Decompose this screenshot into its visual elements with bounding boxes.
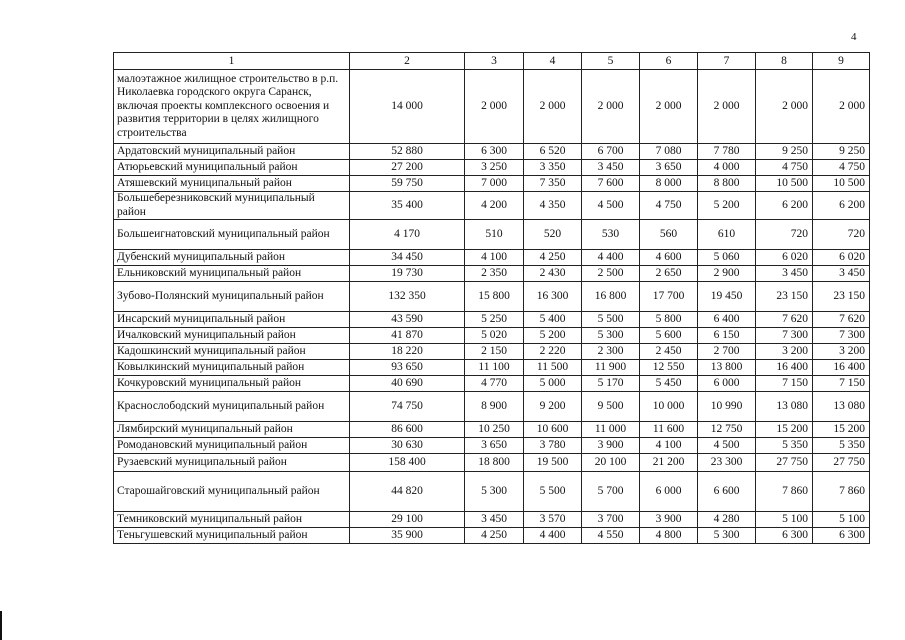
- value-cell: 6 020: [756, 250, 813, 266]
- district-name-cell: Атюрьевский муниципальный район: [114, 160, 350, 176]
- value-cell: 2 500: [582, 266, 640, 282]
- value-cell: 6 150: [698, 328, 756, 344]
- value-cell: 5 300: [465, 472, 524, 512]
- value-cell: 93 650: [350, 360, 465, 376]
- value-cell: 12 750: [698, 422, 756, 438]
- value-cell: 10 500: [756, 176, 813, 192]
- value-cell: 5 300: [698, 528, 756, 544]
- district-name-cell: Атяшевский муниципальный район: [114, 176, 350, 192]
- value-cell: 132 350: [350, 282, 465, 312]
- value-cell: 11 100: [465, 360, 524, 376]
- value-cell: 6 520: [524, 144, 582, 160]
- table-row: [114, 528, 870, 544]
- value-cell: 7 150: [756, 376, 813, 392]
- value-cell: 6 400: [698, 312, 756, 328]
- value-cell: 16 800: [582, 282, 640, 312]
- value-cell: 27 750: [813, 454, 870, 472]
- column-header: 5: [582, 53, 640, 70]
- value-cell: 4 100: [465, 250, 524, 266]
- value-cell: 30 630: [350, 438, 465, 454]
- value-cell: 5 060: [698, 250, 756, 266]
- value-cell: 3 450: [756, 266, 813, 282]
- value-cell: 4 500: [582, 192, 640, 220]
- value-cell: 6 300: [465, 144, 524, 160]
- value-cell: 4 000: [698, 160, 756, 176]
- value-cell: 2 000: [756, 70, 813, 144]
- value-cell: 16 400: [813, 360, 870, 376]
- value-cell: 6 020: [813, 250, 870, 266]
- value-cell: 6 200: [813, 192, 870, 220]
- district-name-cell: Большеигнатовский муниципальный район: [114, 220, 350, 250]
- value-cell: 5 700: [582, 472, 640, 512]
- table-row: [114, 176, 870, 192]
- value-cell: 8 900: [465, 392, 524, 422]
- district-name-cell: Рузаевский муниципальный район: [114, 454, 350, 472]
- value-cell: 11 500: [524, 360, 582, 376]
- table-row: [114, 376, 870, 392]
- value-cell: 11 900: [582, 360, 640, 376]
- value-cell: 520: [524, 220, 582, 250]
- value-cell: 29 100: [350, 512, 465, 528]
- value-cell: 52 880: [350, 144, 465, 160]
- district-name-cell: Инсарский муниципальный район: [114, 312, 350, 328]
- value-cell: 11 000: [582, 422, 640, 438]
- value-cell: 720: [813, 220, 870, 250]
- value-cell: 530: [582, 220, 640, 250]
- value-cell: 5 300: [582, 328, 640, 344]
- value-cell: 610: [698, 220, 756, 250]
- value-cell: 5 800: [640, 312, 698, 328]
- value-cell: 3 650: [465, 438, 524, 454]
- column-header: 8: [756, 53, 813, 70]
- value-cell: 7 150: [813, 376, 870, 392]
- value-cell: 3 780: [524, 438, 582, 454]
- budget-table: [113, 52, 870, 544]
- value-cell: 5 600: [640, 328, 698, 344]
- value-cell: 2 000: [813, 70, 870, 144]
- column-header: 3: [465, 53, 524, 70]
- value-cell: 4 550: [582, 528, 640, 544]
- value-cell: 13 080: [813, 392, 870, 422]
- district-name-cell: Краснослободский муниципальный район: [114, 392, 350, 422]
- value-cell: 720: [756, 220, 813, 250]
- value-cell: 3 450: [465, 512, 524, 528]
- value-cell: 15 200: [813, 422, 870, 438]
- value-cell: 23 300: [698, 454, 756, 472]
- value-cell: 20 100: [582, 454, 640, 472]
- value-cell: 7 080: [640, 144, 698, 160]
- value-cell: 18 220: [350, 344, 465, 360]
- table-row: [114, 282, 870, 312]
- table-row: [114, 266, 870, 282]
- table-row: [114, 344, 870, 360]
- table-row: [114, 70, 870, 144]
- value-cell: 5 350: [813, 438, 870, 454]
- table-row: [114, 472, 870, 512]
- value-cell: 10 250: [465, 422, 524, 438]
- value-cell: 10 600: [524, 422, 582, 438]
- district-name-cell: Ичалковский муниципальный район: [114, 328, 350, 344]
- district-name-cell: Кочкуровский муниципальный район: [114, 376, 350, 392]
- value-cell: 3 900: [640, 512, 698, 528]
- value-cell: 4 800: [640, 528, 698, 544]
- value-cell: 3 700: [582, 512, 640, 528]
- value-cell: 2 650: [640, 266, 698, 282]
- value-cell: 5 450: [640, 376, 698, 392]
- value-cell: 6 300: [756, 528, 813, 544]
- value-cell: 4 100: [640, 438, 698, 454]
- header-row: [114, 53, 870, 70]
- value-cell: 7 350: [524, 176, 582, 192]
- value-cell: 13 800: [698, 360, 756, 376]
- column-header: 9: [813, 53, 870, 70]
- value-cell: 6 600: [698, 472, 756, 512]
- value-cell: 5 200: [524, 328, 582, 344]
- value-cell: 10 000: [640, 392, 698, 422]
- value-cell: 4 400: [582, 250, 640, 266]
- value-cell: 17 700: [640, 282, 698, 312]
- value-cell: 2 000: [465, 70, 524, 144]
- value-cell: 7 300: [756, 328, 813, 344]
- table-row: [114, 422, 870, 438]
- value-cell: 16 400: [756, 360, 813, 376]
- value-cell: 3 570: [524, 512, 582, 528]
- value-cell: 7 860: [756, 472, 813, 512]
- value-cell: 19 450: [698, 282, 756, 312]
- table-row: [114, 328, 870, 344]
- table-row: [114, 392, 870, 422]
- value-cell: 6 700: [582, 144, 640, 160]
- value-cell: 8 000: [640, 176, 698, 192]
- district-name-cell: Ардатовский муниципальный район: [114, 144, 350, 160]
- value-cell: 27 200: [350, 160, 465, 176]
- value-cell: 7 000: [465, 176, 524, 192]
- column-header: 6: [640, 53, 698, 70]
- value-cell: 6 200: [756, 192, 813, 220]
- value-cell: 2 900: [698, 266, 756, 282]
- value-cell: 18 800: [465, 454, 524, 472]
- value-cell: 3 250: [465, 160, 524, 176]
- table-row: [114, 512, 870, 528]
- value-cell: 9 200: [524, 392, 582, 422]
- value-cell: 34 450: [350, 250, 465, 266]
- table-row: [114, 454, 870, 472]
- value-cell: 19 500: [524, 454, 582, 472]
- value-cell: 4 200: [465, 192, 524, 220]
- value-cell: 2 000: [640, 70, 698, 144]
- value-cell: 15 200: [756, 422, 813, 438]
- value-cell: 2 450: [640, 344, 698, 360]
- value-cell: 6 000: [640, 472, 698, 512]
- value-cell: 3 650: [640, 160, 698, 176]
- page-number: 4: [851, 31, 857, 43]
- district-name-cell: Ковылкинский муниципальный район: [114, 360, 350, 376]
- value-cell: 23 150: [756, 282, 813, 312]
- value-cell: 10 990: [698, 392, 756, 422]
- value-cell: 5 350: [756, 438, 813, 454]
- value-cell: 2 350: [465, 266, 524, 282]
- value-cell: 9 500: [582, 392, 640, 422]
- value-cell: 2 220: [524, 344, 582, 360]
- value-cell: 9 250: [813, 144, 870, 160]
- column-header: 7: [698, 53, 756, 70]
- table-row: [114, 438, 870, 454]
- value-cell: 21 200: [640, 454, 698, 472]
- district-name-cell: Дубенский муниципальный район: [114, 250, 350, 266]
- value-cell: 74 750: [350, 392, 465, 422]
- value-cell: 7 620: [813, 312, 870, 328]
- value-cell: 2 700: [698, 344, 756, 360]
- value-cell: 11 600: [640, 422, 698, 438]
- value-cell: 2 430: [524, 266, 582, 282]
- district-name-cell: Ромодановский муниципальный район: [114, 438, 350, 454]
- value-cell: 43 590: [350, 312, 465, 328]
- value-cell: 5 500: [582, 312, 640, 328]
- value-cell: 5 000: [524, 376, 582, 392]
- value-cell: 5 020: [465, 328, 524, 344]
- value-cell: 5 170: [582, 376, 640, 392]
- value-cell: 2 000: [698, 70, 756, 144]
- value-cell: 4 770: [465, 376, 524, 392]
- value-cell: 3 200: [756, 344, 813, 360]
- district-name-cell: Лямбирский муниципальный район: [114, 422, 350, 438]
- column-header: 1: [114, 53, 350, 70]
- value-cell: 15 800: [465, 282, 524, 312]
- value-cell: 5 100: [756, 512, 813, 528]
- value-cell: 3 200: [813, 344, 870, 360]
- value-cell: 5 250: [465, 312, 524, 328]
- value-cell: 13 080: [756, 392, 813, 422]
- value-cell: 510: [465, 220, 524, 250]
- value-cell: 6 300: [813, 528, 870, 544]
- value-cell: 4 250: [465, 528, 524, 544]
- value-cell: 3 450: [813, 266, 870, 282]
- value-cell: 3 900: [582, 438, 640, 454]
- column-header: 4: [524, 53, 582, 70]
- value-cell: 4 400: [524, 528, 582, 544]
- value-cell: 7 620: [756, 312, 813, 328]
- table-row: [114, 220, 870, 250]
- value-cell: 158 400: [350, 454, 465, 472]
- value-cell: 5 100: [813, 512, 870, 528]
- column-header: 2: [350, 53, 465, 70]
- scan-edge-mark: [0, 611, 2, 640]
- value-cell: 4 350: [524, 192, 582, 220]
- district-name-cell: Старошайговский муниципальный район: [114, 472, 350, 512]
- value-cell: 2 000: [524, 70, 582, 144]
- value-cell: 7 300: [813, 328, 870, 344]
- value-cell: 27 750: [756, 454, 813, 472]
- value-cell: 2 000: [582, 70, 640, 144]
- value-cell: 5 200: [698, 192, 756, 220]
- value-cell: 14 000: [350, 70, 465, 144]
- value-cell: 5 500: [524, 472, 582, 512]
- district-name-cell: Зубово-Полянский муниципальный район: [114, 282, 350, 312]
- value-cell: 23 150: [813, 282, 870, 312]
- table-row: [114, 250, 870, 266]
- value-cell: 4 750: [813, 160, 870, 176]
- value-cell: 7 780: [698, 144, 756, 160]
- value-cell: 7 860: [813, 472, 870, 512]
- value-cell: 4 280: [698, 512, 756, 528]
- value-cell: 16 300: [524, 282, 582, 312]
- value-cell: 35 400: [350, 192, 465, 220]
- value-cell: 2 300: [582, 344, 640, 360]
- value-cell: 5 400: [524, 312, 582, 328]
- value-cell: 6 000: [698, 376, 756, 392]
- value-cell: 4 170: [350, 220, 465, 250]
- district-name-cell: Теньгушевский муниципальный район: [114, 528, 350, 544]
- value-cell: 35 900: [350, 528, 465, 544]
- value-cell: 4 250: [524, 250, 582, 266]
- table-row: [114, 312, 870, 328]
- value-cell: 8 800: [698, 176, 756, 192]
- value-cell: 2 150: [465, 344, 524, 360]
- district-name-cell: Кадошкинский муниципальный район: [114, 344, 350, 360]
- value-cell: 4 750: [640, 192, 698, 220]
- district-name-cell: Большеберезниковский муниципальный район: [114, 192, 350, 220]
- value-cell: 4 500: [698, 438, 756, 454]
- value-cell: 4 750: [756, 160, 813, 176]
- table-row: [114, 144, 870, 160]
- value-cell: 12 550: [640, 360, 698, 376]
- table-row: [114, 160, 870, 176]
- value-cell: 40 690: [350, 376, 465, 392]
- value-cell: 19 730: [350, 266, 465, 282]
- table-row: [114, 360, 870, 376]
- value-cell: 4 600: [640, 250, 698, 266]
- value-cell: 3 350: [524, 160, 582, 176]
- district-name-cell: малоэтажное жилищное строительство в р.п. Николаевка городского округа Саранск, включая проекты комплексного освоения и развития территории в целях жилищного строительства: [114, 70, 350, 144]
- value-cell: 41 870: [350, 328, 465, 344]
- value-cell: 44 820: [350, 472, 465, 512]
- value-cell: 59 750: [350, 176, 465, 192]
- value-cell: 3 450: [582, 160, 640, 176]
- value-cell: 10 500: [813, 176, 870, 192]
- value-cell: 7 600: [582, 176, 640, 192]
- value-cell: 86 600: [350, 422, 465, 438]
- value-cell: 560: [640, 220, 698, 250]
- district-name-cell: Темниковский муниципальный район: [114, 512, 350, 528]
- table-row: [114, 192, 870, 220]
- district-name-cell: Ельниковский муниципальный район: [114, 266, 350, 282]
- value-cell: 9 250: [756, 144, 813, 160]
